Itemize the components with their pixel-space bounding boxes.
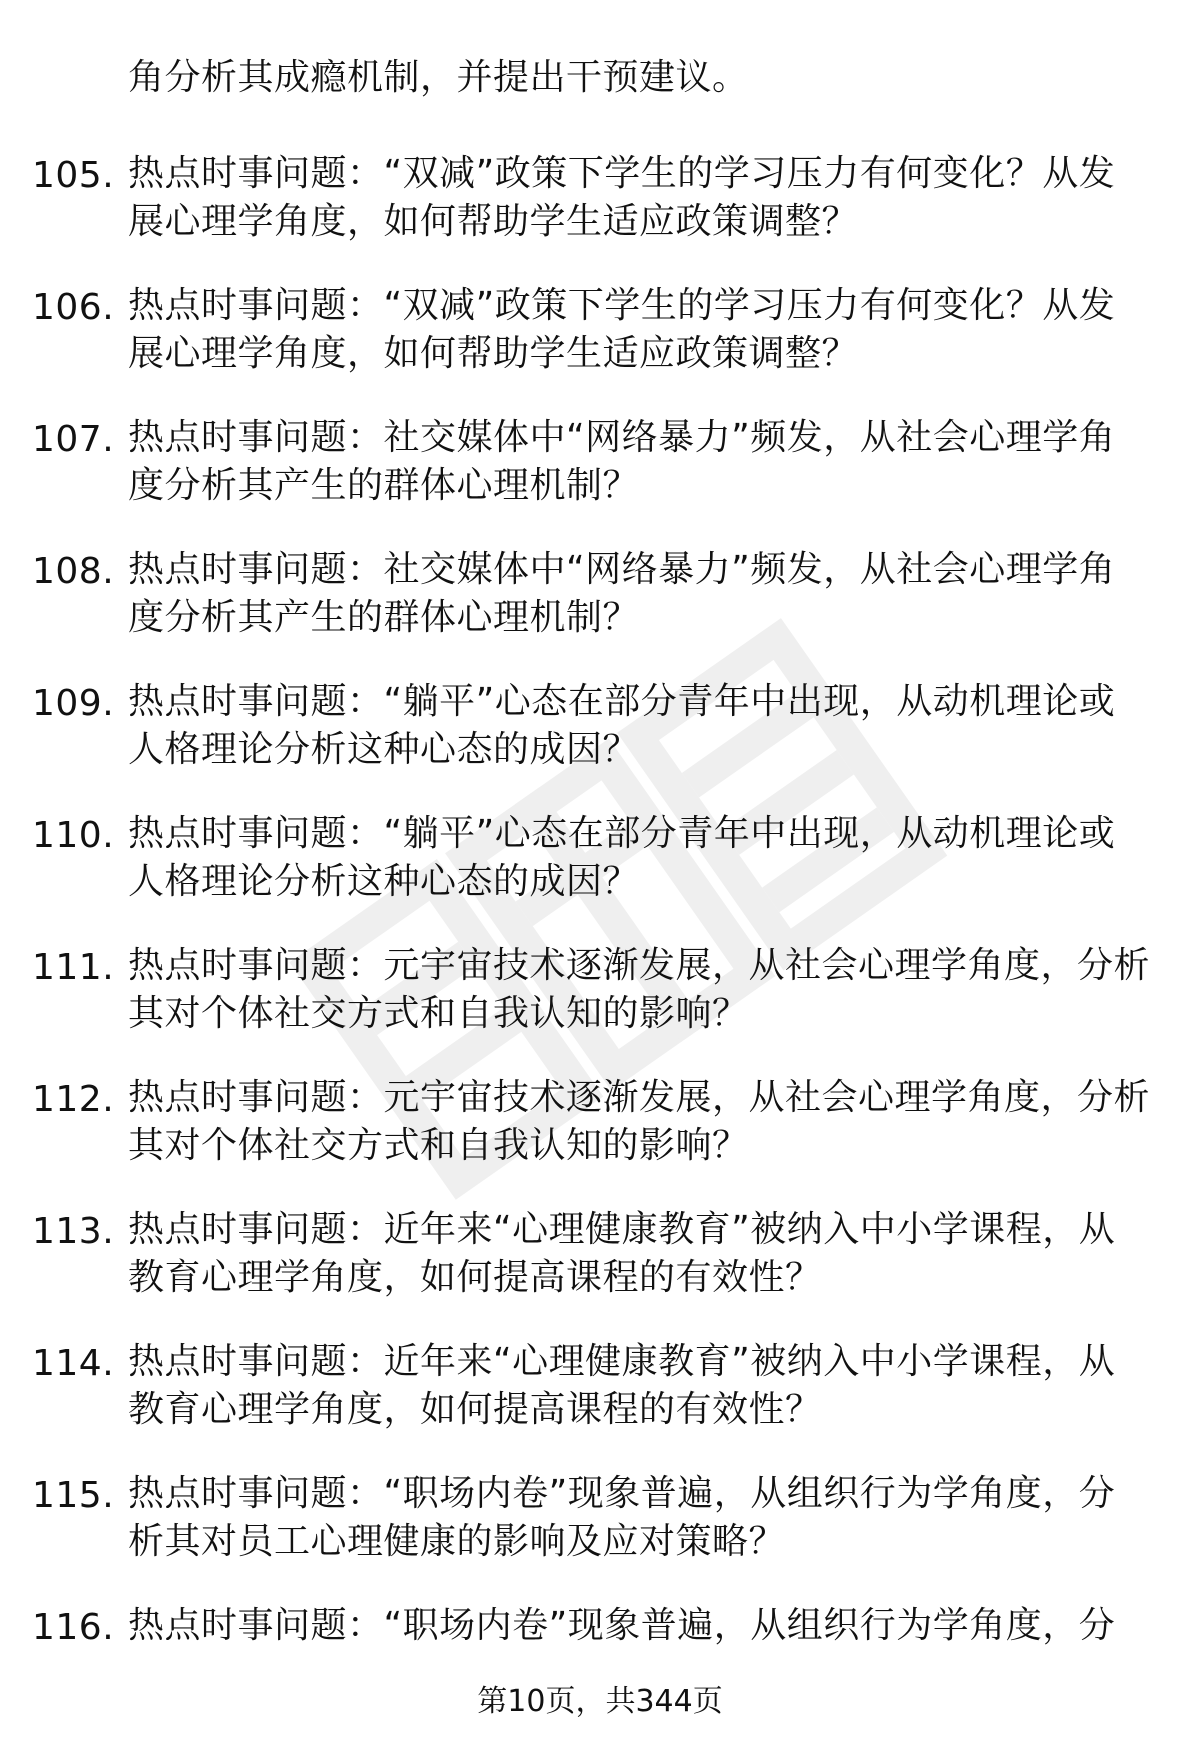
question-text-line: 热点时事问题：“职场内卷”现象普遍，从组织行为学角度，分 bbox=[128, 1473, 1116, 1514]
question-text bbox=[128, 1602, 1138, 1650]
question-text bbox=[128, 282, 1138, 378]
question-item bbox=[0, 282, 1200, 414]
question-text-line: 热点时事问题：“躺平”心态在部分青年中出现，从动机理论或 bbox=[128, 813, 1116, 854]
question-text bbox=[128, 810, 1138, 906]
question-text bbox=[128, 1470, 1138, 1566]
question-list bbox=[0, 150, 1200, 1734]
question-number: 110. bbox=[32, 815, 115, 856]
question-text-line: 热点时事问题：社交媒体中“网络暴力”频发，从社会心理学角 bbox=[128, 549, 1116, 590]
question-item bbox=[0, 1470, 1200, 1602]
question-item bbox=[0, 1206, 1200, 1338]
question-text-line: 热点时事问题：社交媒体中“网络暴力”频发，从社会心理学角 bbox=[128, 417, 1116, 458]
question-text-line: 展心理学角度，如何帮助学生适应政策调整？ bbox=[128, 201, 859, 242]
question-number: 109. bbox=[32, 683, 115, 724]
question-text-line: 教育心理学角度，如何提高课程的有效性？ bbox=[128, 1257, 822, 1298]
question-number: 107. bbox=[32, 419, 115, 460]
question-text-line: 析其对员工心理健康的影响及应对策略？ bbox=[128, 1521, 786, 1562]
question-number: 113. bbox=[32, 1211, 115, 1252]
question-text bbox=[128, 1206, 1138, 1302]
question-item bbox=[0, 810, 1200, 942]
question-item bbox=[0, 414, 1200, 546]
question-item bbox=[0, 1338, 1200, 1470]
question-number: 108. bbox=[32, 551, 115, 592]
question-number: 105. bbox=[32, 155, 115, 196]
question-text bbox=[128, 1338, 1138, 1434]
question-number: 115. bbox=[32, 1475, 115, 1516]
question-text-line: 热点时事问题：近年来“心理健康教育”被纳入中小学课程，从 bbox=[128, 1341, 1116, 1382]
question-number: 106. bbox=[32, 287, 115, 328]
question-text-line: 其对个体社交方式和自我认知的影响？ bbox=[128, 1125, 749, 1166]
question-number: 116. bbox=[32, 1607, 115, 1648]
question-text-line: 教育心理学角度，如何提高课程的有效性？ bbox=[128, 1389, 822, 1430]
page-footer: 第10页，共344页 bbox=[477, 1684, 723, 1719]
question-text-line: 人格理论分析这种心态的成因？ bbox=[128, 729, 640, 770]
question-text-line: 热点时事问题：“双减”政策下学生的学习压力有何变化？从发 bbox=[128, 153, 1116, 194]
question-item bbox=[0, 678, 1200, 810]
question-item bbox=[0, 1074, 1200, 1206]
question-text-line: 热点时事问题：元宇宙技术逐渐发展，从社会心理学角度，分析 bbox=[128, 1077, 1151, 1118]
continued-text: 角分析其成瘾机制，并提出干预建议。 bbox=[128, 57, 749, 98]
question-text bbox=[128, 942, 1151, 1038]
question-number: 111. bbox=[32, 947, 115, 988]
question-text-line: 热点时事问题：元宇宙技术逐渐发展，从社会心理学角度，分析 bbox=[128, 945, 1151, 986]
question-text-line: 热点时事问题：“职场内卷”现象普遍，从组织行为学角度，分 bbox=[128, 1605, 1116, 1646]
question-item bbox=[0, 942, 1200, 1074]
question-text bbox=[128, 414, 1138, 510]
question-text-line: 热点时事问题：近年来“心理健康教育”被纳入中小学课程，从 bbox=[128, 1209, 1116, 1250]
question-text bbox=[128, 678, 1138, 774]
question-text bbox=[128, 546, 1138, 642]
question-text-line: 度分析其产生的群体心理机制？ bbox=[128, 465, 640, 506]
question-number: 112. bbox=[32, 1079, 115, 1120]
question-text-line: 展心理学角度，如何帮助学生适应政策调整？ bbox=[128, 333, 859, 374]
question-text-line: 热点时事问题：“双减”政策下学生的学习压力有何变化？从发 bbox=[128, 285, 1116, 326]
question-text-line: 其对个体社交方式和自我认知的影响？ bbox=[128, 993, 749, 1034]
question-text bbox=[128, 1074, 1151, 1170]
question-number: 114. bbox=[32, 1343, 115, 1384]
question-text-line: 度分析其产生的群体心理机制？ bbox=[128, 597, 640, 638]
question-text bbox=[128, 150, 1138, 246]
question-item bbox=[0, 546, 1200, 678]
question-item bbox=[0, 150, 1200, 282]
question-text-line: 人格理论分析这种心态的成因？ bbox=[128, 861, 640, 902]
question-text-line: 热点时事问题：“躺平”心态在部分青年中出现，从动机理论或 bbox=[128, 681, 1116, 722]
